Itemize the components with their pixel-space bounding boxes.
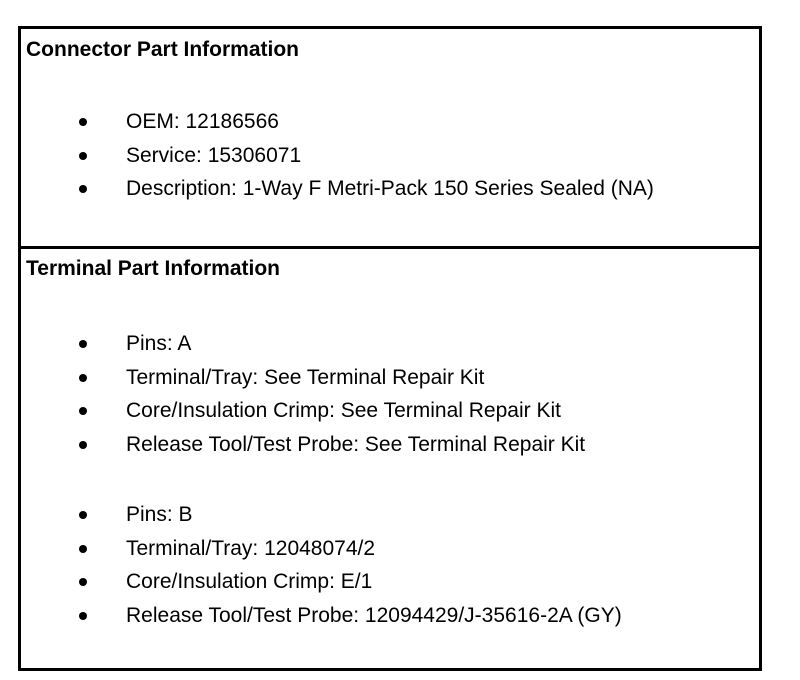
list-item	[21, 599, 759, 633]
list-item	[21, 327, 759, 361]
terminal-section-title: Terminal Part Information	[26, 257, 280, 280]
bullet-icon	[79, 578, 87, 586]
oem-text: OEM: 12186566	[126, 110, 279, 133]
bullet-icon	[79, 441, 87, 449]
connector-section-title: Connector Part Information	[26, 38, 300, 61]
list-item	[21, 139, 759, 173]
bullet-icon	[79, 612, 87, 620]
list-item	[21, 105, 759, 139]
bullet-icon	[79, 545, 87, 553]
pins-text: Pins: A	[126, 332, 192, 355]
bullet-icon	[79, 118, 87, 126]
bullet-icon	[79, 185, 87, 193]
terminal-part-section	[21, 249, 759, 668]
part-information-table	[18, 26, 762, 671]
list-item	[21, 394, 759, 428]
description-text: Description: 1-Way F Metri-Pack 150 Series Sealed (NA)	[126, 177, 654, 200]
list-item	[21, 498, 759, 532]
release-tool-text: Release Tool/Test Probe: 12094429/J-35616-2A (GY)	[126, 603, 622, 627]
connector-part-section	[21, 29, 759, 246]
connector-bullet-list	[21, 105, 759, 206]
pin-a-bullet-list	[21, 327, 759, 461]
list-item	[21, 532, 759, 566]
bullet-icon	[79, 340, 87, 348]
release-tool-text: Release Tool/Test Probe: See Terminal Repair Kit	[126, 432, 586, 456]
pins-text: Pins: B	[126, 503, 193, 526]
list-item	[21, 565, 759, 599]
service-text: Service: 15306071	[126, 143, 302, 167]
bullet-icon	[79, 407, 87, 415]
terminal-tray-text: Terminal/Tray: See Terminal Repair Kit	[126, 365, 485, 389]
list-item	[21, 172, 759, 206]
list-item	[21, 428, 759, 462]
list-item	[21, 361, 759, 395]
bullet-icon	[79, 152, 87, 160]
bullet-icon	[79, 511, 87, 519]
core-insulation-crimp-text: Core/Insulation Crimp: E/1	[126, 570, 373, 593]
core-insulation-crimp-text: Core/Insulation Crimp: See Terminal Repair Kit	[126, 399, 561, 422]
bullet-icon	[79, 374, 87, 382]
terminal-tray-text: Terminal/Tray: 12048074/2	[126, 536, 376, 560]
pin-b-bullet-list	[21, 498, 759, 632]
